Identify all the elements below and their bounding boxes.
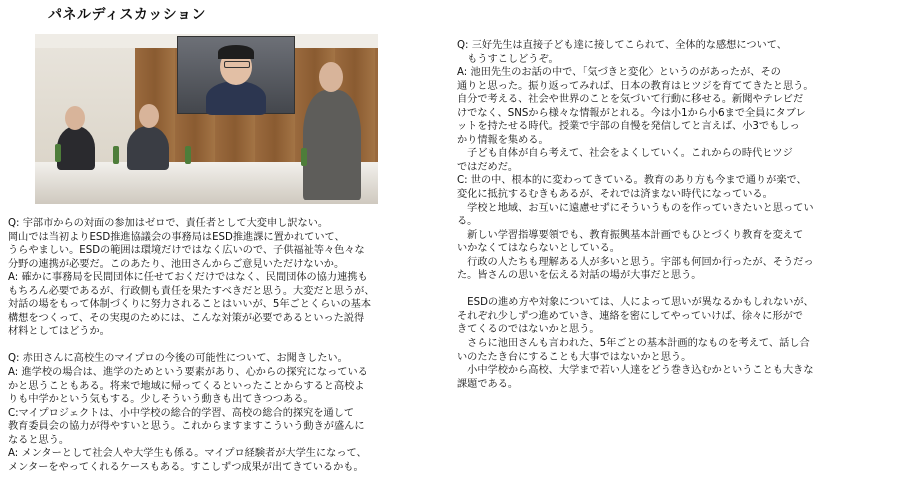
text-line: る。: [457, 216, 478, 228]
text-line: A: メンターとして社会人や大学生も係る。マイプロ経験者が大学生になって、: [8, 448, 367, 460]
text-line: た。皆さんの思いを伝える対話の場が大事だと思う。: [457, 270, 702, 282]
text-line: A: 池田先生のお話の中で、「気づきと変化〉というのがあったが、その: [457, 67, 781, 79]
text-line: A: 進学校の場合は、進学のためという要素があり、心からの探究になっている: [8, 367, 368, 379]
text-line: 通りと思った。振り返ってみれば、日本の教育はヒツジを育ててきたと思う。: [457, 80, 814, 92]
text-line: 小中学校から高校、大学まで若い人達をどう巻き込むかということも大きな: [457, 365, 814, 377]
text-line: C: 世の中、根本的に変わってきている。教育のあり方も今まで通りが楽で、: [457, 175, 807, 187]
text-line: 新しい学習指導要領でも、教育振興基本計画でもひとづくり教育を変えて: [457, 229, 804, 241]
text-line: メンターをやってくれるケースもある。すこしずつ成果が出てきているかも。: [8, 461, 364, 473]
text-line: いのたたき台にすることも大事ではないかと思う。: [457, 351, 692, 363]
text-line: けでなく、SNSから様々な情報がとれる。今は小1から小6まで全員にタブレ: [457, 107, 806, 119]
text-line: ではだめだ。: [457, 161, 519, 173]
text-line: 構想をつくって、その実現のためには、こんな対策が必要であるといった説得: [8, 312, 365, 324]
text-line: うらやましい。ESDの範囲は環境だけではなく広いので、子供福祉等々色々な: [8, 245, 365, 257]
text-line: かり情報を集める。: [457, 134, 549, 146]
text-line: なると思う。: [8, 434, 70, 446]
text-line: 子ども自体が自ら考えて、社会をよくしていく。これからの時代ヒツジ: [457, 148, 793, 160]
text-line: Q: 赤田さんに高校生のマイプロの今後の可能性について、お聞きしたい。: [8, 353, 348, 365]
text-line: 材料としてはどうか。: [8, 326, 110, 338]
page-title: パネルディスカッション: [48, 7, 206, 23]
text-line: りも中学かという気もする。少しそういう動きも出てきつつある。: [8, 394, 314, 406]
text-line: C:マイプロジェクトは、小中学校の総合的学習、高校の総合的探究を通して: [8, 407, 355, 419]
text-line: それぞれ少しずつ進めていき、連絡を密にしてやっていけば、徐々に形がで: [457, 310, 803, 322]
text-line: さらに池田さんも言われた、5年ごとの基本計画的なものを考えて、話し合: [457, 338, 810, 350]
text-line: 対話の場をもって体制づくりに努力されることはいいが、5年ごとくらいの基本: [8, 299, 372, 311]
text-line: 岡山では当初よりESD推進協議会の事務局はESD推進課に置かれていて、: [8, 231, 345, 243]
text-line: 行政の人たちも理解ある人が多いと思う。宇部も何回か行ったが、そうだっ: [457, 256, 814, 268]
text-line: 自分で考える、社会や世界のことを気づいて行動に移せる。新聞やテレビだ: [457, 94, 804, 106]
text-line: ットを持たせる時代。授業で宇部の自慢を発信してと言えば、小3でもしっ: [457, 121, 800, 133]
text-line: Q: 宇部市からの対面の参加はゼロで、責任者として大変申し訳ない。: [8, 218, 329, 229]
text-line: 課題である。: [457, 378, 519, 390]
left-text-column: [8, 217, 375, 474]
text-line: ESDの進め方や対象については、人によって思いが異なるかもしれないが、: [457, 297, 814, 309]
text-line: 分野の連携が必要だ。このあたり、池田さんからご意見いただけないか。: [8, 258, 345, 270]
text-line: [457, 283, 814, 297]
text-line: Q: 三好先生は直接子ども達に接してこられて、全体的な感想について、: [457, 40, 787, 51]
text-line: もうすこしどうぞ。: [457, 53, 559, 65]
text-line: A: 確かに事務局を民間団体に任せておくだけではなく、民間団体の協力連携も: [8, 272, 368, 284]
text-line: かと思うこともある。将来で地域に帰ってくるといったことからすると高校よ: [8, 380, 365, 392]
text-line: 変化に抵抗するむきもあるが、それでは済まない時代になっている。: [457, 189, 773, 201]
text-line: 学校と地域、お互いに遠慮せずにそういうものを作っていきたいと思ってい: [457, 202, 814, 214]
right-text-column: [457, 39, 814, 391]
text-line: きてくるのではないかと思う。: [457, 324, 600, 336]
text-line: 教育委員会の協力が得やすいと思う。これからますますこういう動きが盛んに: [8, 421, 365, 433]
text-line: いかなくてはならないとしている。: [457, 243, 620, 255]
text-line: [8, 339, 375, 353]
video-screen: [177, 36, 295, 114]
text-line: もちろん必要であるが、行政側も責任を果たすべきだと思う。大変だと思うが、: [8, 285, 375, 297]
panel-discussion-photo: [35, 34, 378, 204]
